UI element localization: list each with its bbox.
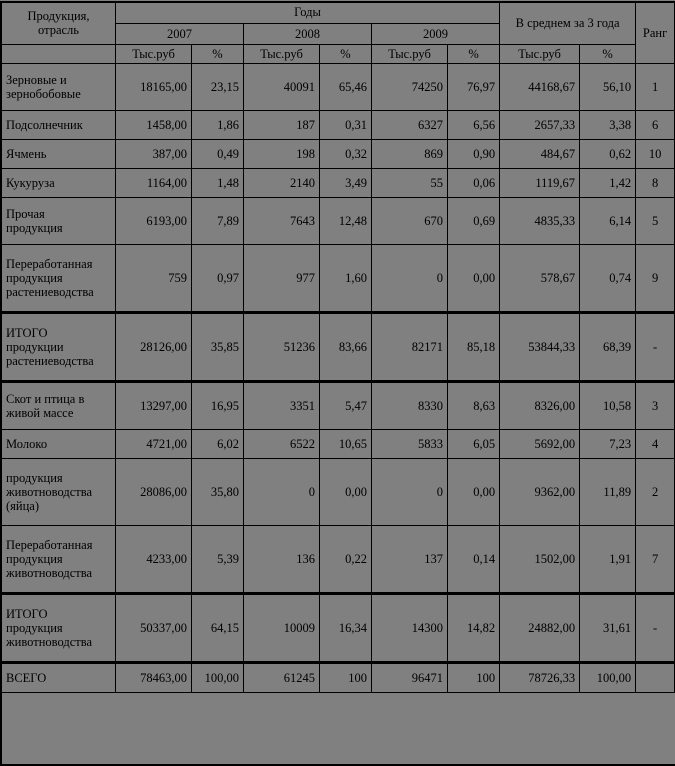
row-label-line: (яйца): [6, 499, 40, 513]
header-year-2008: 2008: [244, 23, 372, 45]
cell-2009-percent: 0,14: [448, 526, 500, 594]
row-label: [2, 526, 116, 594]
cell-average-value: 8326,00: [500, 382, 580, 430]
cell-2009-percent: 6,05: [448, 430, 500, 459]
cell-average-percent: 3,38: [580, 111, 636, 140]
row-label-line: Молоко: [6, 437, 48, 451]
cell-rank: 5: [636, 198, 675, 245]
cell-2007-value: 1164,00: [116, 169, 192, 198]
table-body: [2, 64, 675, 693]
cell-average-percent: 11,89: [580, 459, 636, 526]
header-product-branch: [2, 2, 116, 45]
cell-2007-percent: 1,86: [192, 111, 244, 140]
cell-2007-value: 759: [116, 245, 192, 313]
row-label: [2, 459, 116, 526]
table-row: [2, 245, 675, 313]
cell-average-percent: 56,10: [580, 64, 636, 111]
row-label-line: ВСЕГО: [6, 671, 47, 685]
cell-average-percent: 0,74: [580, 245, 636, 313]
cell-average-value: 9362,00: [500, 459, 580, 526]
cell-2007-percent: 35,80: [192, 459, 244, 526]
cell-average-percent: 100,00: [580, 663, 636, 693]
row-label-line: продукция: [6, 221, 63, 235]
cell-2007-value: 13297,00: [116, 382, 192, 430]
row-label-line: Подсолнечник: [6, 118, 83, 132]
row-label-line: животноводства: [6, 635, 92, 649]
cell-2009-value: 0: [372, 459, 448, 526]
cell-2008-value: 977: [244, 245, 320, 313]
table-row: [2, 594, 675, 663]
cell-average-percent: 31,61: [580, 594, 636, 663]
cell-2008-percent: 5,47: [320, 382, 372, 430]
table-row: [2, 663, 675, 693]
cell-average-value: 1502,00: [500, 526, 580, 594]
table-header-row-years: [2, 2, 675, 24]
cell-2009-value: 5833: [372, 430, 448, 459]
cell-2008-percent: 12,48: [320, 198, 372, 245]
cell-2007-percent: 100,00: [192, 663, 244, 693]
row-label-line: животноводства: [6, 566, 92, 580]
cell-2009-value: 869: [372, 140, 448, 169]
cell-2008-value: 51236: [244, 313, 320, 382]
row-label: [2, 140, 116, 169]
cell-2009-value: 670: [372, 198, 448, 245]
cell-2009-percent: 6,56: [448, 111, 500, 140]
row-label-line: Прочая: [6, 207, 45, 221]
cell-2009-value: 0: [372, 245, 448, 313]
cell-2009-percent: 14,82: [448, 594, 500, 663]
cell-average-value: 578,67: [500, 245, 580, 313]
cell-2008-percent: 83,66: [320, 313, 372, 382]
cell-rank: 10: [636, 140, 675, 169]
cell-2008-value: 136: [244, 526, 320, 594]
header-year-2007: 2007: [116, 23, 244, 45]
cell-2008-value: 187: [244, 111, 320, 140]
cell-rank: 2: [636, 459, 675, 526]
cell-2007-percent: 0,49: [192, 140, 244, 169]
header-2008-percent: %: [320, 45, 372, 64]
cell-2007-value: 1458,00: [116, 111, 192, 140]
cell-rank: 8: [636, 169, 675, 198]
cell-2009-value: 8330: [372, 382, 448, 430]
cell-average-value: 5692,00: [500, 430, 580, 459]
row-label-line: продукция: [6, 552, 63, 566]
revenue-structure-table: [1, 1, 675, 693]
cell-2007-percent: 5,39: [192, 526, 244, 594]
cell-average-value: 4835,33: [500, 198, 580, 245]
row-label-line: живой массе: [6, 406, 74, 420]
row-label: [2, 111, 116, 140]
row-label: [2, 64, 116, 111]
cell-rank: -: [636, 594, 675, 663]
cell-2009-percent: 0,06: [448, 169, 500, 198]
cell-2008-value: 61245: [244, 663, 320, 693]
cell-average-value: 24882,00: [500, 594, 580, 663]
cell-2008-value: 10009: [244, 594, 320, 663]
cell-average-percent: 68,39: [580, 313, 636, 382]
cell-2008-value: 3351: [244, 382, 320, 430]
row-label: [2, 169, 116, 198]
cell-2007-percent: 7,89: [192, 198, 244, 245]
table-row: [2, 430, 675, 459]
cell-2007-value: 78463,00: [116, 663, 192, 693]
cell-2007-percent: 6,02: [192, 430, 244, 459]
row-label-line: Ячмень: [6, 147, 47, 161]
cell-average-value: 53844,33: [500, 313, 580, 382]
cell-2009-value: 14300: [372, 594, 448, 663]
row-label: [2, 198, 116, 245]
cell-2009-value: 82171: [372, 313, 448, 382]
header-2008-value: Тыс.руб: [244, 45, 320, 64]
cell-2008-percent: 16,34: [320, 594, 372, 663]
table-row: [2, 64, 675, 111]
cell-rank: 4: [636, 430, 675, 459]
cell-2007-value: 50337,00: [116, 594, 192, 663]
row-label: [2, 313, 116, 382]
cell-average-value: 78726,33: [500, 663, 580, 693]
cell-2007-value: 18165,00: [116, 64, 192, 111]
cell-2007-value: 387,00: [116, 140, 192, 169]
cell-2009-percent: 0,69: [448, 198, 500, 245]
cell-2007-value: 28126,00: [116, 313, 192, 382]
header-2007-percent: %: [192, 45, 244, 64]
row-label-line: зернобобовые: [6, 87, 81, 101]
row-label: [2, 663, 116, 693]
cell-rank: 7: [636, 526, 675, 594]
row-label-line: ИТОГО: [6, 607, 48, 621]
cell-2009-value: 55: [372, 169, 448, 198]
cell-average-percent: 10,58: [580, 382, 636, 430]
cell-2007-value: 4721,00: [116, 430, 192, 459]
cell-2007-percent: 16,95: [192, 382, 244, 430]
row-label-line: продукции: [6, 340, 64, 354]
spreadsheet-sheet: [0, 1, 675, 764]
row-label-line: продукция: [6, 471, 63, 485]
row-label-line: животноводства: [6, 485, 92, 499]
cell-2008-percent: 0,31: [320, 111, 372, 140]
cell-2007-percent: 0,97: [192, 245, 244, 313]
cell-2007-value: 28086,00: [116, 459, 192, 526]
cell-2009-percent: 85,18: [448, 313, 500, 382]
row-label: [2, 430, 116, 459]
cell-average-percent: 0,62: [580, 140, 636, 169]
cell-2007-value: 4233,00: [116, 526, 192, 594]
cell-2008-value: 198: [244, 140, 320, 169]
cell-2008-percent: 0,00: [320, 459, 372, 526]
header-product-branch-line1: Продукция,: [27, 9, 90, 23]
cell-2009-value: 6327: [372, 111, 448, 140]
header-average-value: Тыс.руб: [500, 45, 580, 64]
header-unit-product-branch: [2, 45, 116, 64]
cell-2009-percent: 76,97: [448, 64, 500, 111]
cell-2009-percent: 100: [448, 663, 500, 693]
cell-rank: -: [636, 313, 675, 382]
header-2009-percent: %: [448, 45, 500, 64]
header-rank: Ранг: [636, 2, 675, 64]
cell-average-percent: 1,42: [580, 169, 636, 198]
cell-average-percent: 1,91: [580, 526, 636, 594]
cell-2008-value: 0: [244, 459, 320, 526]
cell-2008-value: 2140: [244, 169, 320, 198]
cell-average-percent: 7,23: [580, 430, 636, 459]
cell-average-value: 44168,67: [500, 64, 580, 111]
cell-2008-value: 6522: [244, 430, 320, 459]
row-label-line: Переработанная: [6, 257, 93, 271]
cell-2007-percent: 1,48: [192, 169, 244, 198]
cell-rank: 3: [636, 382, 675, 430]
cell-2008-percent: 3,49: [320, 169, 372, 198]
row-label: [2, 594, 116, 663]
table-row: [2, 526, 675, 594]
cell-average-value: 1119,67: [500, 169, 580, 198]
cell-average-percent: 6,14: [580, 198, 636, 245]
table-row: [2, 198, 675, 245]
table-header-row-units: [2, 45, 675, 64]
header-product-branch-line2: отрасль: [38, 23, 79, 37]
row-label-line: продукция: [6, 271, 63, 285]
row-label-line: ИТОГО: [6, 326, 48, 340]
cell-2009-percent: 0,90: [448, 140, 500, 169]
cell-2008-percent: 100: [320, 663, 372, 693]
cell-2008-percent: 0,22: [320, 526, 372, 594]
cell-rank: 1: [636, 64, 675, 111]
cell-average-value: 484,67: [500, 140, 580, 169]
header-2009-value: Тыс.руб: [372, 45, 448, 64]
cell-2009-percent: 8,63: [448, 382, 500, 430]
cell-2009-value: 74250: [372, 64, 448, 111]
cell-2008-percent: 10,65: [320, 430, 372, 459]
table-row: [2, 111, 675, 140]
cell-rank: 9: [636, 245, 675, 313]
row-label: [2, 382, 116, 430]
cell-2008-value: 40091: [244, 64, 320, 111]
row-label-line: растениеводства: [6, 354, 94, 368]
cell-2008-percent: 0,32: [320, 140, 372, 169]
cell-2007-percent: 35,85: [192, 313, 244, 382]
row-label-line: растениеводства: [6, 285, 94, 299]
cell-2008-value: 7643: [244, 198, 320, 245]
cell-2009-value: 96471: [372, 663, 448, 693]
cell-2009-percent: 0,00: [448, 459, 500, 526]
cell-2009-percent: 0,00: [448, 245, 500, 313]
row-label-line: Скот и птица в: [6, 392, 85, 406]
row-label-line: Зерновые и: [6, 73, 67, 87]
cell-2008-percent: 1,60: [320, 245, 372, 313]
table-row: [2, 382, 675, 430]
header-year-2009: 2009: [372, 23, 500, 45]
header-average-percent: %: [580, 45, 636, 64]
header-2007-value: Тыс.руб: [116, 45, 192, 64]
row-label-line: Переработанная: [6, 538, 93, 552]
cell-2008-percent: 65,46: [320, 64, 372, 111]
row-label-line: Кукуруза: [6, 176, 55, 190]
cell-2007-percent: 23,15: [192, 64, 244, 111]
row-label: [2, 245, 116, 313]
table-row: [2, 313, 675, 382]
table-row: [2, 169, 675, 198]
table-row: [2, 140, 675, 169]
cell-2009-value: 137: [372, 526, 448, 594]
row-label-line: продукция: [6, 621, 63, 635]
cell-2007-percent: 64,15: [192, 594, 244, 663]
header-years: Годы: [116, 2, 500, 24]
table-row: [2, 459, 675, 526]
cell-rank: 6: [636, 111, 675, 140]
cell-average-value: 2657,33: [500, 111, 580, 140]
cell-rank: [636, 663, 675, 693]
cell-2007-value: 6193,00: [116, 198, 192, 245]
header-average-3-years: В среднем за 3 года: [500, 2, 636, 45]
